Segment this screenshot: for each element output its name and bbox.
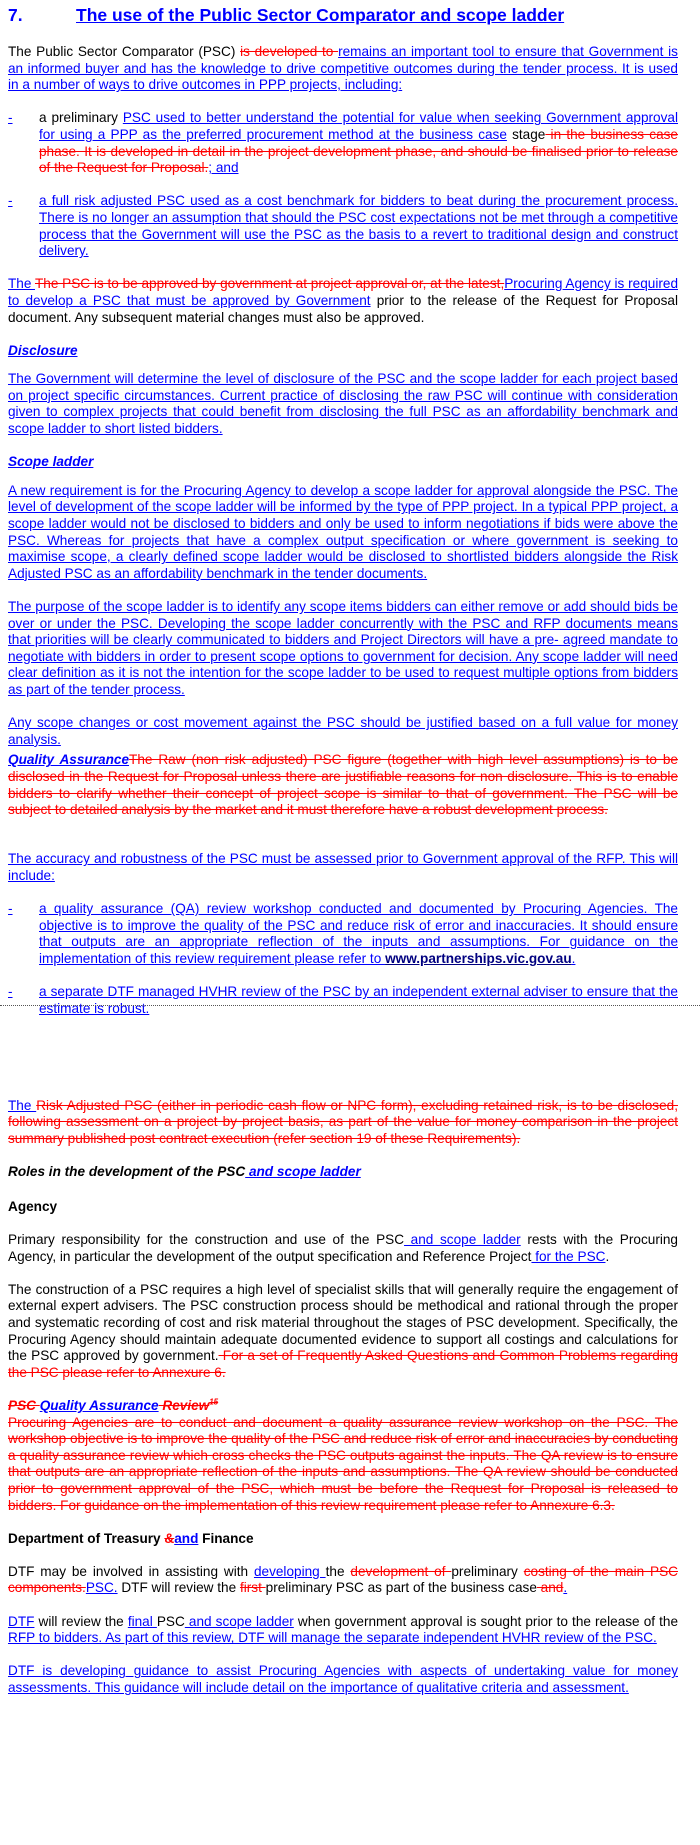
section-number: 7. — [8, 5, 23, 25]
inserted-text: . — [571, 950, 576, 966]
bullet-text — [39, 110, 678, 176]
inserted-text: remains an important tool to ensure that Government is an informed buyer and has the knowledge to drive competitive outcomes during the tender process. It is used in a number of ways to drive outcomes in PPP projects, including: — [8, 44, 678, 93]
bullet-dash: - — [8, 193, 13, 209]
plain-text: prior to the release of the Request for Proposal document. Any subsequent material changes must also be approved. — [8, 292, 678, 325]
deleted-text: costing of the main PSC components. — [8, 1563, 678, 1596]
list-item — [8, 193, 678, 259]
plain-text: Department of Treasury — [8, 1530, 165, 1546]
section-title: The use of the Public Sector Comparator and scope ladder — [76, 5, 565, 25]
inserted-text: The — [8, 276, 35, 292]
risk-adjusted-paragraph — [8, 1098, 678, 1148]
scope-changes-paragraph: Any scope changes or cost movement against the PSC should be justified based on a full value for money analysis. — [8, 715, 678, 747]
list-item — [8, 110, 678, 176]
intro-paragraph — [8, 44, 678, 94]
deleted-text: first — [239, 1580, 266, 1596]
deleted-text: The PSC is to be approved by government at project approval or, at the latest, — [34, 276, 505, 292]
inserted-text: ; and — [208, 160, 239, 176]
bullet-dash: - — [8, 901, 13, 917]
partnerships-link[interactable]: www.partnerships.vic.gov.au — [385, 950, 572, 966]
deleted-text: and — [536, 1580, 564, 1596]
inserted-text: Quality Assurance — [39, 1397, 159, 1413]
inserted-text: PSC used to better understand the potential for value when seeking Government approval for using a PPP as the preferred procurement method at the business case — [39, 110, 678, 142]
inserted-text: PSC. — [85, 1580, 118, 1596]
deleted-text: is developed to — [240, 44, 339, 59]
plain-text: rests with the Procuring Agency, in particular the development of the output specification and Reference Project — [8, 1232, 678, 1264]
deleted-text: Review — [158, 1397, 210, 1413]
plain-text: Finance — [198, 1530, 254, 1546]
scope-ladder-paragraph: A new requirement is for the Procuring Agency to develop a scope ladder for approval alongside the PSC. The level of development of the scope ladder will be informed by the type of PPP project. In a typical PPP project, a scope ladder would not be disclosed to bidders and only be used to inform negotiations if bids were above the PSC. Whereas for projects that have a complex output specification or where government is seeking to maximise scope, a clearly defined scope ladder would be disclosed to shortlisted bidders alongside the Risk Adjusted PSC as an affordability benchmark in the tender documents. — [8, 482, 678, 581]
quality-assurance-paragraph — [8, 752, 678, 818]
inserted-text: developing — [253, 1563, 326, 1579]
inserted-text: . — [563, 1580, 568, 1596]
spacer — [8, 1034, 678, 1098]
deleted-text: development of — [350, 1563, 452, 1579]
plain-text: a preliminary — [39, 110, 123, 126]
disclosure-paragraph: The Government will determine the level of disclosure of the PSC and the scope ladder for each project based on project specific circumstances. Current practice of disclosing the raw PSC will continue with consideration given to complex projects that could benefit from disclosing the full PSC as an affordability benchmark and scope ladder to short listed bidders. — [8, 371, 678, 437]
inserted-text: for the PSC — [531, 1248, 606, 1264]
list-item — [8, 901, 678, 967]
bullet-text: a separate DTF managed HVHR review of the PSC by an independent external adviser to ensure that the estimate is robust. — [39, 984, 678, 1016]
approval-paragraph — [8, 276, 678, 326]
dtf-paragraph-3: DTF is developing guidance to assist Procuring Agencies with aspects of undertaking value for money assessments. This guidance will include detail on the importance of qualitative criteria and assessment. — [8, 1663, 678, 1696]
plain-text: stage — [506, 126, 546, 142]
plain-text: DTF will review the — [117, 1580, 240, 1596]
inserted-text: and scope ladder — [245, 1164, 361, 1180]
plain-text: preliminary PSC as part of the business case — [265, 1580, 537, 1596]
accuracy-paragraph: The accuracy and robustness of the PSC must be assessed prior to Government approval of the RFP. This will include: — [8, 851, 678, 883]
qa-review-paragraph: Procuring Agencies are to conduct and document a quality assurance review workshop on the PSC. The workshop objective is to improve the quality of the PSC and reduce risk of error and inaccuracies by conducting a quality assurance review which cross checks the PSC outputs against the inputs. The QA review is to ensure that outputs are an appropriate reflection of the inputs and assumptions. The QA review should be conducted prior to government approval of the PSC, which must be before the Request for Proposal is released to bidders. For guidance on the implementation of this review requirement please refer to Annexure 6.3. — [8, 1414, 678, 1513]
deleted-text: For a set of Frequently Asked Questions and Common Problems regarding the PSC please refer to Annexure 6. — [8, 1348, 678, 1380]
deleted-text: PSC — [8, 1397, 40, 1413]
roles-heading — [8, 1164, 678, 1181]
plain-text: . — [605, 1248, 610, 1264]
plain-text: The Public Sector Comparator (PSC) — [8, 44, 241, 59]
inserted-text: final — [127, 1613, 157, 1629]
plain-text: when government approval is sought prior to the release of the — [293, 1613, 679, 1629]
deleted-text: in the business case phase. It is developed in detail in the project development phase, and should be finalised prior to release of the Request for Proposal. — [39, 126, 678, 176]
section-heading — [8, 4, 678, 26]
inserted-text: Procuring Agency is required to develop a PSC that must be approved by Government — [8, 276, 679, 308]
quality-assurance-heading: Quality Assurance — [8, 752, 130, 768]
plain-text: preliminary — [451, 1563, 524, 1579]
inserted-text: a quality assurance (QA) review workshop conducted and documented by Procuring Agencies. The objective is to improve the quality of the PSC and reduce risk of error and inaccuracies. It should ensure that outputs are an appropriate reflection of the inputs and assumptions. For guidance on the implementation of this review requirement please refer to — [39, 901, 678, 966]
inserted-text: DTF — [8, 1613, 35, 1629]
plain-text: PSC — [156, 1613, 185, 1629]
plain-text: the — [325, 1563, 351, 1579]
scope-ladder-heading: Scope ladder — [8, 454, 94, 470]
spacer — [8, 835, 678, 851]
inserted-text: and scope ladder — [404, 1232, 521, 1247]
bullet-dash: - — [8, 984, 13, 1000]
agency-paragraph — [8, 1232, 678, 1265]
qa-review-heading — [8, 1398, 678, 1415]
bullet-text — [39, 901, 678, 967]
plain-text: DTF may be involved in assisting with — [8, 1563, 254, 1579]
deleted-text: The Raw (non risk adjusted) PSC figure (together with high level assumptions) is to be disclosed in the Request for Proposal unless there are justifiable reasons for non disclosure. This is to enable bidders to clarify whether their concept of project scope is similar to that of government. The PSC will be subject to detailed analysis by the market and it must therefore have a robust development process. — [8, 752, 678, 818]
dtf-heading — [8, 1531, 678, 1548]
inserted-text: RFP to bidders. As part of this review, DTF will manage the separate independent HVHR review of the PSC. — [8, 1630, 657, 1646]
plain-text: The construction of a PSC requires a high level of specialist skills that will generally require the engagement of external expert advisers. The PSC construction process should be methodical and rational through the proper and systematic recording of cost and risk material throughout the stages of PSC development. Specifically, the Procuring Agency should maintain adequate documented evidence to support all costings and calculations for the PSC approved by government. — [8, 1281, 678, 1364]
plain-text: will review the — [34, 1613, 128, 1629]
deleted-text: & — [164, 1530, 175, 1546]
inserted-text: and — [174, 1530, 199, 1546]
page-break-line — [0, 1005, 700, 1006]
bullet-text: a full risk adjusted PSC used as a cost benchmark for bidders to beat during the procurement process. There is no longer an assumption that should the PSC cost expectations not be met through a competitive process that the Government will use the PSC as the basis to a revert to traditional design and construct delivery. — [39, 193, 678, 259]
footnote-ref[interactable]: 15 — [209, 1397, 219, 1407]
plain-text: Roles in the development of the PSC — [8, 1164, 246, 1180]
inserted-text: The — [8, 1097, 37, 1113]
psc-construction-paragraph — [8, 1282, 678, 1382]
agency-heading: Agency — [8, 1198, 58, 1214]
plain-text: Primary responsibility for the construction and use of the PSC — [8, 1232, 405, 1247]
inserted-text: and scope ladder — [184, 1613, 294, 1629]
deleted-text: Risk Adjusted PSC (either in periodic cash flow or NPC form), excluding retained risk, is to be disclosed, following assessment on a project by project basis, as part of the value for money comparison in the project summary published post contract execution (refer section 19 of these Requirements). — [8, 1097, 678, 1147]
dtf-paragraph-2 — [8, 1614, 678, 1647]
dtf-paragraph-1 — [8, 1564, 678, 1597]
list-item — [8, 984, 678, 1017]
disclosure-heading: Disclosure — [8, 342, 78, 358]
scope-ladder-purpose-paragraph: The purpose of the scope ladder is to identify any scope items bidders can either remove or add should bids be over or under the PSC. Developing the scope ladder concurrently with the PSC and RFP documents means that priorities will be clearly communicated to bidders and Project Directors will have a pre- agreed mandate to negotiate with bidders in order to present scope options to government for decision. Any scope ladder will need clear definition as it is not the intention for the scope ladder to be used to request multiple options from bidders as part of the tender process. — [8, 599, 678, 697]
bullet-dash: - — [8, 110, 13, 126]
